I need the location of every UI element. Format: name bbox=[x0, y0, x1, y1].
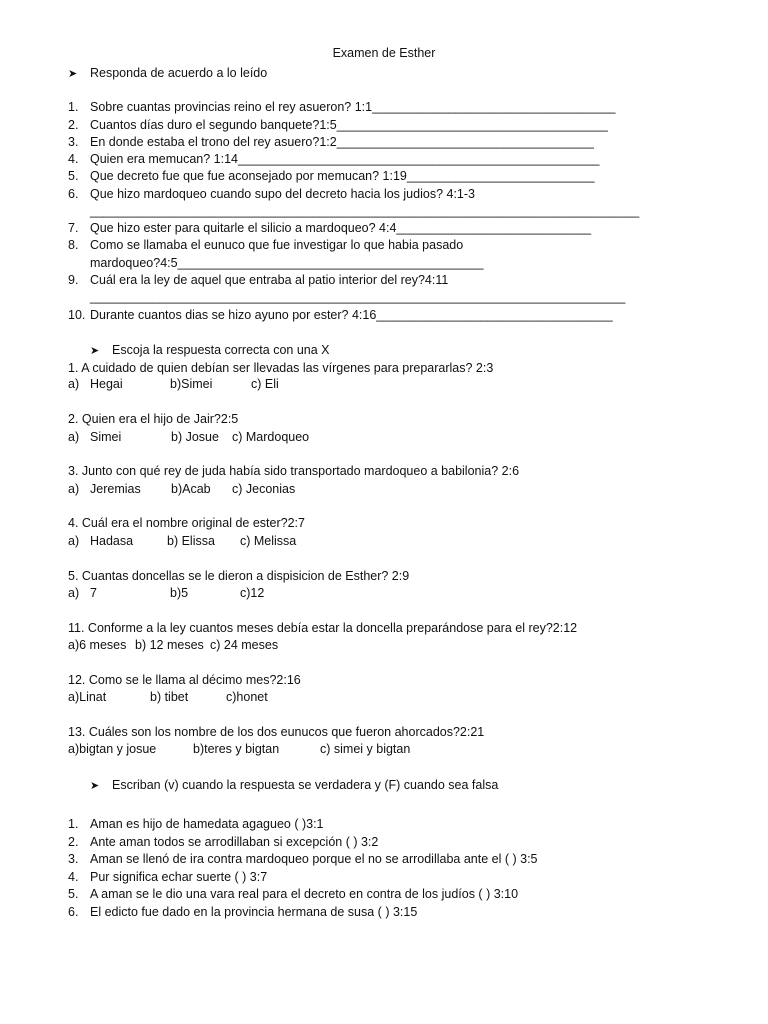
answer-line: _______________________________________________________________________________ bbox=[90, 204, 640, 218]
question: 12. Como se le llama al décimo mes?2:16 bbox=[68, 673, 301, 687]
answer-options: a) 7 b)5 c)12 bbox=[68, 586, 265, 600]
list-item: 10. Durante cuantos dias se hizo ayuno por ester? 4:16__________________________________ bbox=[68, 308, 613, 322]
answer-options: a)Linat b) tibet c)honet bbox=[68, 690, 268, 704]
question: 1. A cuidado de quien debían ser llevadas las vírgenes para prepararlas? 2:3 bbox=[68, 361, 494, 375]
question: 5. Cuantas doncellas se le dieron a dispisicion de Esther? 2:9 bbox=[68, 569, 410, 583]
arrow-bullet-icon: ➤ bbox=[90, 780, 100, 792]
list-item: 3. En donde estaba el trono del rey asuero?1:2_____________________________________ bbox=[68, 135, 594, 149]
list-item: 4. Pur significa echar suerte ( ) 3:7 bbox=[68, 870, 268, 884]
answer-line: _____________________________________________________________________________ bbox=[90, 290, 626, 304]
list-item: 6. El edicto fue dado en la provincia hermana de susa ( ) 3:15 bbox=[68, 905, 418, 919]
list-item: 5. A aman se le dio una vara real para el decreto en contra de los judíos ( ) 3:10 bbox=[68, 887, 519, 901]
list-item: 8. Como se llamaba el eunuco que fue investigar lo que habia pasado bbox=[68, 238, 464, 252]
list-item: 1. Aman es hijo de hamedata agagueo ( )3:1 bbox=[68, 817, 324, 831]
list-item-continued: mardoqueo?4:5____________________________________________ bbox=[90, 256, 484, 270]
list-item: 4. Quien era memucan? 1:14____________________________________________________ bbox=[68, 152, 600, 166]
question: 13. Cuáles son los nombre de los dos eunucos que fueron ahorcados?2:21 bbox=[68, 725, 485, 739]
answer-options: a)bigtan y josue b)teres y bigtan c) simei y bigtan bbox=[68, 742, 411, 756]
answer-options: a) Hegai b)Simei c) Eli bbox=[68, 377, 279, 391]
list-item: 9. Cuál era la ley de aquel que entraba al patio interior del rey?4:11 bbox=[68, 273, 449, 287]
list-item: 2. Ante aman todos se arrodillaban si excepción ( ) 3:2 bbox=[68, 835, 379, 849]
question: 3. Junto con qué rey de juda había sido transportado mardoqueo a babilonia? 2:6 bbox=[68, 464, 520, 478]
answer-options: a)6 meses b) 12 meses c) 24 meses bbox=[68, 638, 279, 652]
page-title: Examen de Esther bbox=[332, 46, 436, 60]
answer-options: a) Simei b) Josue c) Mardoqueo bbox=[68, 430, 310, 444]
answer-options: a) Hadasa b) Elissa c) Melissa bbox=[68, 534, 297, 548]
question: 2. Quien era el hijo de Jair?2:5 bbox=[68, 412, 239, 426]
answer-options: a) Jeremias b)Acab c) Jeconias bbox=[68, 482, 296, 496]
section-heading-1: ➤ Responda de acuerdo a lo leído bbox=[68, 65, 267, 84]
list-item: 2. Cuantos días duro el segundo banquete?1:5_______________________________________ bbox=[68, 118, 608, 132]
arrow-bullet-icon: ➤ bbox=[90, 345, 100, 357]
question: 11. Conforme a la ley cuantos meses debía estar la doncella preparándose para el rey?2:12 bbox=[68, 621, 578, 635]
arrow-bullet-icon: ➤ bbox=[68, 68, 78, 80]
list-item: 1. Sobre cuantas provincias reino el rey asueron? 1:1___________________________________ bbox=[68, 100, 616, 114]
question: 4. Cuál era el nombre original de ester?2:7 bbox=[68, 516, 305, 530]
list-item: 7. Que hizo ester para quitarle el silicio a mardoqueo? 4:4____________________________ bbox=[68, 221, 592, 235]
list-item: 3. Aman se llenó de ira contra mardoqueo porque el no se arrodillaba ante el ( ) 3:5 bbox=[68, 852, 538, 866]
section-heading-3: ➤ Escriban (v) cuando la respuesta se verdadera y (F) cuando sea falsa bbox=[90, 777, 498, 796]
list-item: 6. Que hizo mardoqueo cuando supo del decreto hacia los judios? 4:1-3 bbox=[68, 187, 475, 201]
section-heading-2: ➤ Escoja la respuesta correcta con una X bbox=[90, 342, 329, 361]
list-item: 5. Que decreto fue que fue aconsejado por memucan? 1:19___________________________ bbox=[68, 169, 595, 183]
